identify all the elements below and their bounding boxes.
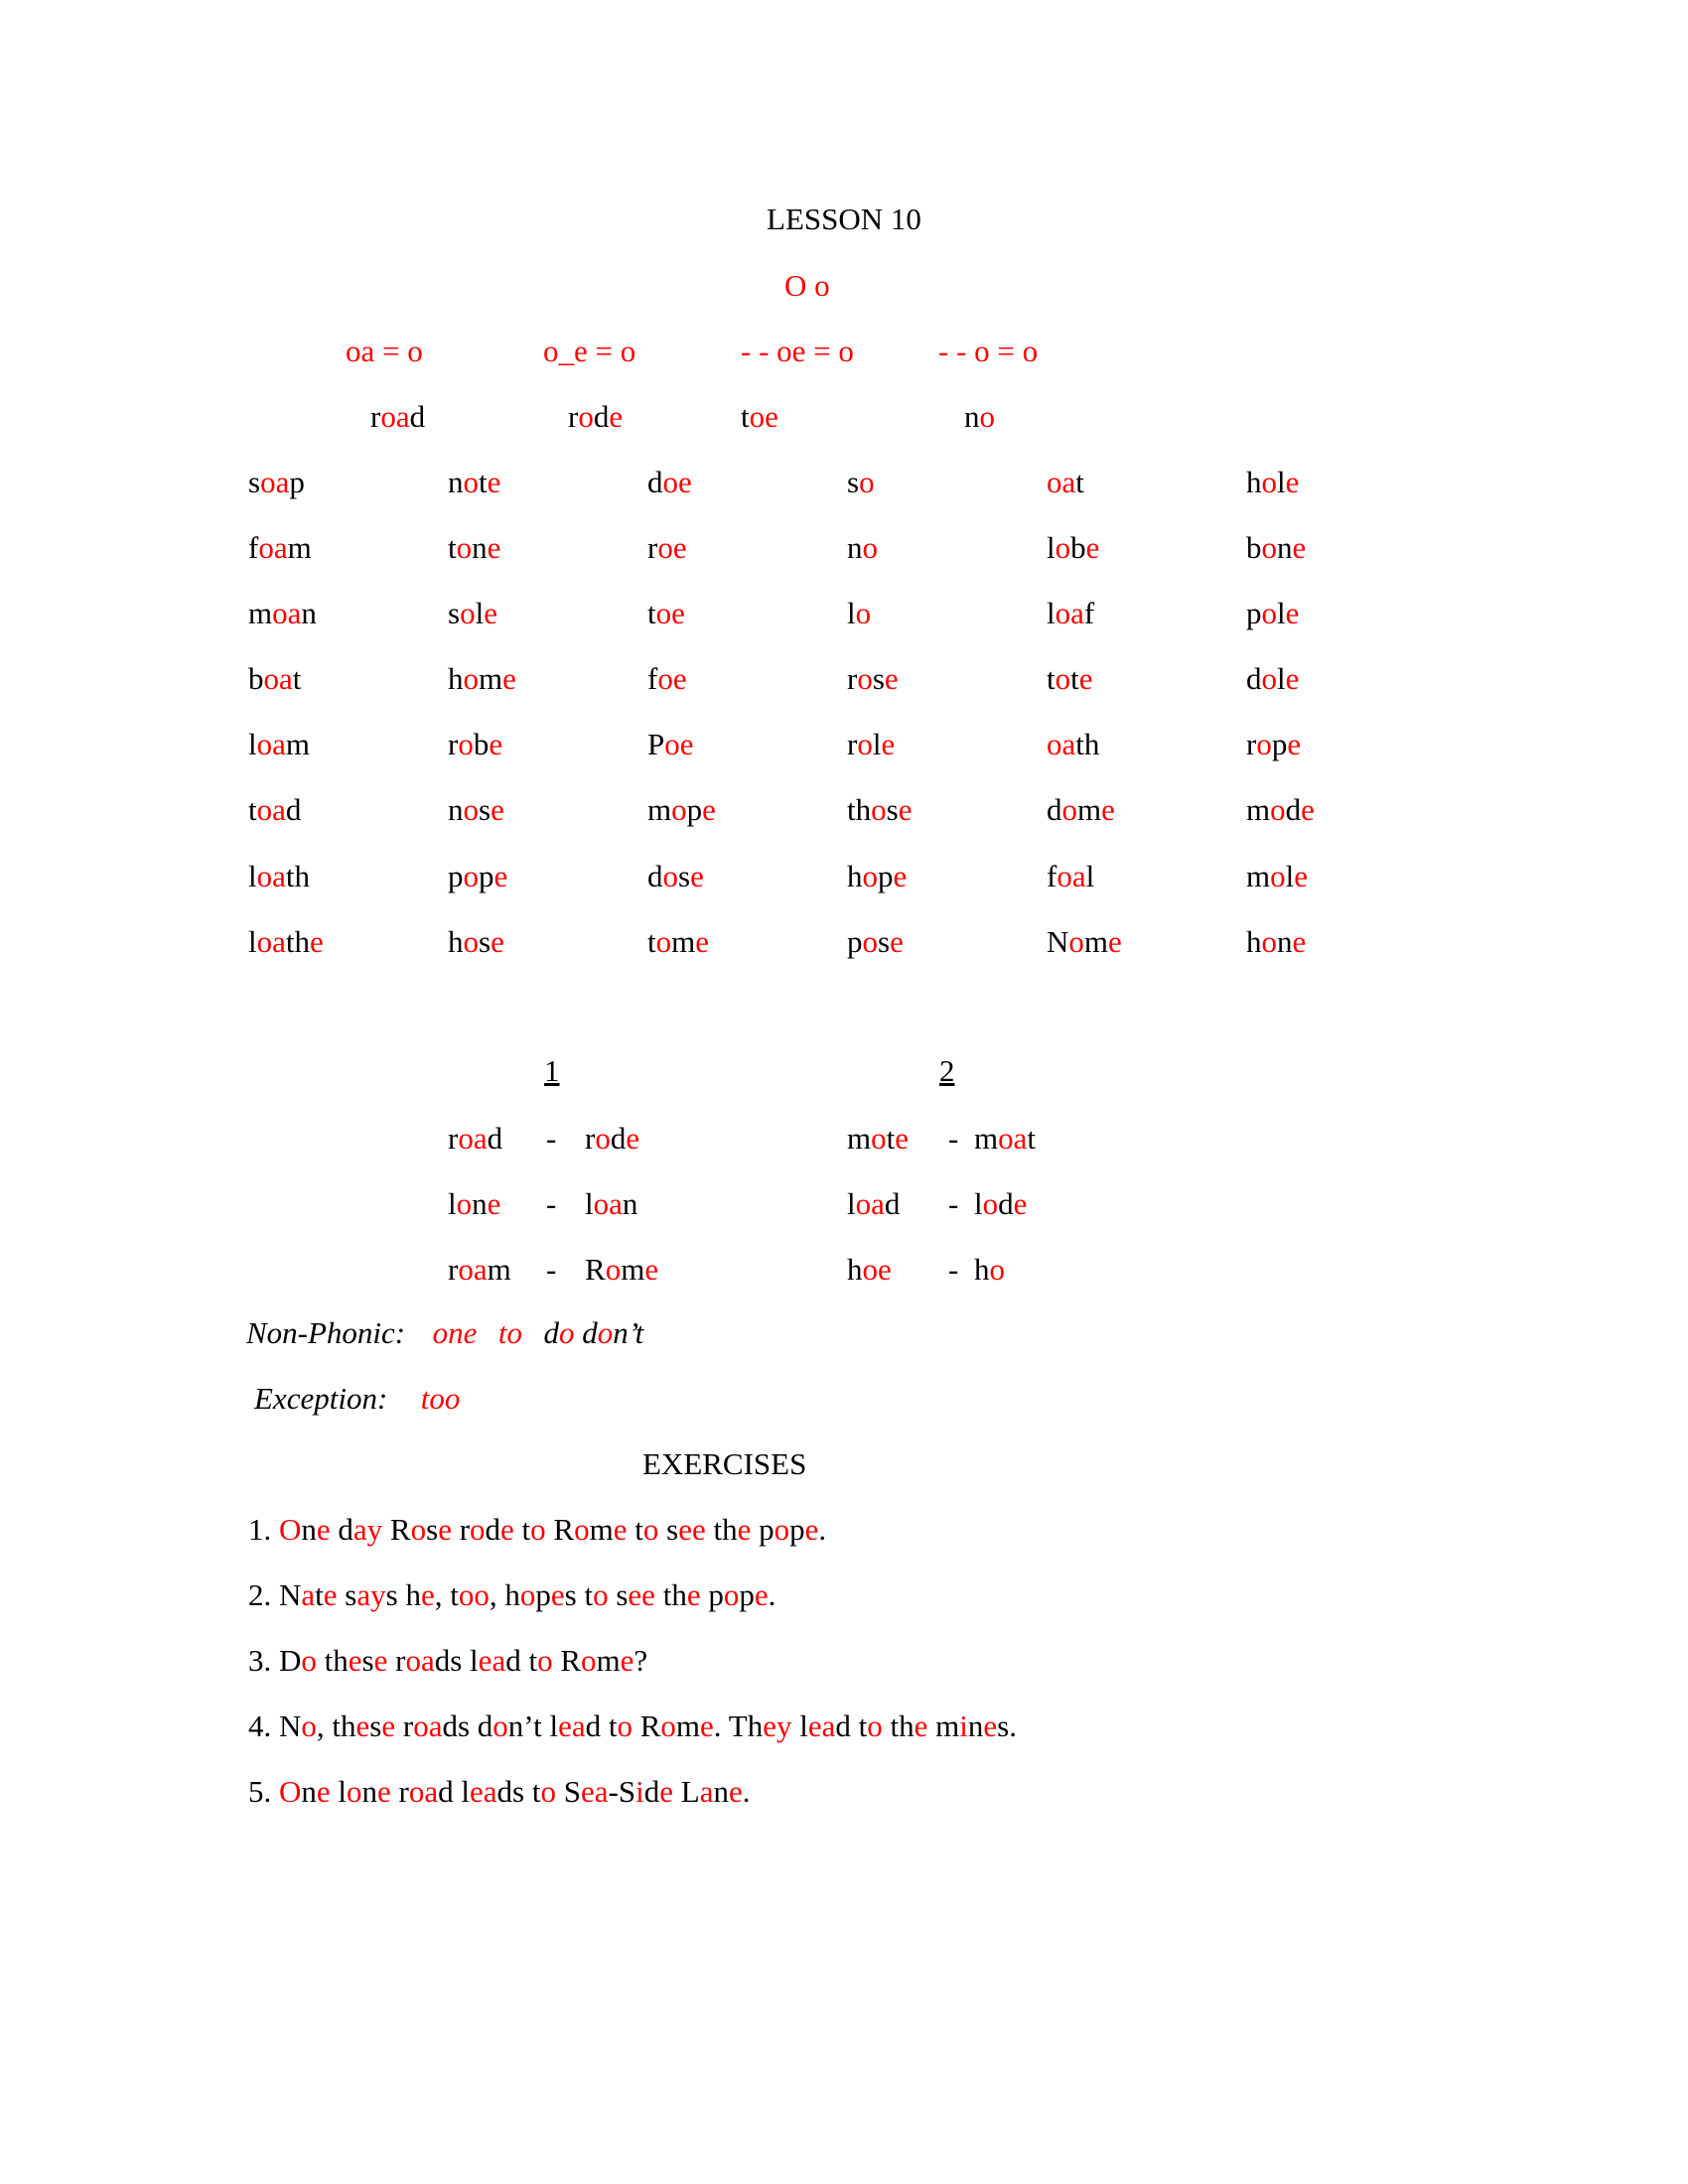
word-cell: pole xyxy=(1246,596,1300,630)
exception-word: too xyxy=(420,1381,461,1416)
word-cell: hone xyxy=(1246,924,1307,959)
pair-dash: - xyxy=(546,1121,557,1156)
word-cell: so xyxy=(847,465,875,499)
rule-o-pattern: - - o = o xyxy=(938,334,1039,368)
non-phonic-word: one xyxy=(432,1315,478,1350)
word-cell: mope xyxy=(647,792,716,827)
word-cell: Poe xyxy=(647,727,694,761)
pair-word: load xyxy=(847,1186,901,1221)
rule-example-toe xyxy=(741,401,778,432)
pair-word: lode xyxy=(974,1186,1028,1221)
word-cell: tone xyxy=(448,530,501,565)
word-cell: mole xyxy=(1246,859,1309,893)
pair-row xyxy=(847,1186,1105,1226)
word-grid-row xyxy=(0,598,1688,637)
word-grid-row xyxy=(0,532,1688,572)
word-cell: loam xyxy=(248,727,311,761)
pair-group-2-label: 2 xyxy=(939,1053,955,1088)
word-cell: rope xyxy=(1246,727,1302,761)
pair-row xyxy=(448,1121,706,1160)
word-cell: note xyxy=(448,465,501,499)
pair-word: roam xyxy=(448,1252,511,1287)
word-cell: foam xyxy=(248,530,312,565)
word-cell: those xyxy=(847,792,913,827)
pair-word: hoe xyxy=(847,1252,892,1287)
word-cell: roe xyxy=(647,530,687,565)
rule-example-rode-text: rode xyxy=(568,399,624,434)
word-grid-row xyxy=(0,861,1688,900)
pair-row xyxy=(448,1252,706,1292)
word-cell: role xyxy=(847,727,896,761)
pair-word: ho xyxy=(974,1252,1005,1287)
word-cell: lo xyxy=(847,596,872,630)
exception-line xyxy=(254,1383,460,1414)
pair-dash: - xyxy=(948,1252,959,1287)
word-cell: doe xyxy=(647,465,692,499)
word-cell: oat xyxy=(1047,465,1084,499)
word-cell: dole xyxy=(1246,661,1300,696)
pair-group-1-label: 1 xyxy=(544,1053,560,1088)
rule-example-no-text: no xyxy=(964,399,995,434)
pair-row xyxy=(847,1252,1105,1292)
non-phonic-line xyxy=(246,1317,643,1348)
pair-word: rode xyxy=(585,1121,640,1156)
word-cell: robe xyxy=(448,727,503,761)
word-cell: nose xyxy=(448,792,504,827)
word-grid-row xyxy=(0,729,1688,768)
word-grid-row xyxy=(0,467,1688,506)
rule-oe-pattern: - - oe = o xyxy=(741,334,854,368)
rule-o-e-pattern: o_e = o xyxy=(543,334,636,368)
word-cell: rose xyxy=(847,661,899,696)
word-cell: loath xyxy=(248,859,311,893)
rule-o xyxy=(938,336,1038,366)
word-cell: mode xyxy=(1246,792,1315,827)
word-cell: hope xyxy=(847,859,908,893)
non-phonic-word: to xyxy=(497,1315,523,1350)
non-phonic-word: don’t xyxy=(582,1315,644,1350)
pair-dash: - xyxy=(948,1121,959,1156)
exercise-item: 3. Do these roads lead to Rome? xyxy=(248,1643,648,1678)
word-cell: foal xyxy=(1047,859,1095,893)
exercise-item: 2. Nate says he, too, hopes to see the pope. xyxy=(248,1577,776,1612)
exercises-title: EXERCISES xyxy=(642,1446,807,1481)
rule-oa-pattern: oa = o xyxy=(346,334,423,368)
word-cell: foe xyxy=(647,661,687,696)
rule-o-e xyxy=(543,336,635,366)
word-cell: tome xyxy=(647,924,710,959)
lesson-title: LESSON 10 xyxy=(767,202,921,236)
word-cell: hole xyxy=(1246,465,1300,499)
word-cell: toad xyxy=(248,792,302,827)
word-cell: no xyxy=(847,530,878,565)
letter-heading-text: O o xyxy=(784,268,830,303)
non-phonic-word: do xyxy=(543,1315,575,1350)
word-cell: home xyxy=(448,661,516,696)
pair-dash: - xyxy=(546,1186,557,1221)
pair-word: moat xyxy=(974,1121,1037,1156)
word-cell: pope xyxy=(448,859,508,893)
word-cell: loathe xyxy=(248,924,324,959)
word-cell: toe xyxy=(647,596,685,630)
exception-label: Exception: xyxy=(254,1381,388,1416)
word-grid-row xyxy=(0,926,1688,966)
word-cell: soap xyxy=(248,465,305,499)
word-cell: dose xyxy=(647,859,704,893)
rule-example-road-text: road xyxy=(370,399,426,434)
rule-example-toe-text: toe xyxy=(741,399,778,434)
pair-word: Rome xyxy=(585,1252,659,1287)
word-cell: lobe xyxy=(1047,530,1100,565)
word-cell: tote xyxy=(1047,661,1093,696)
rule-example-rode xyxy=(568,401,623,432)
word-cell: moan xyxy=(248,596,317,630)
exercise-item: 5. One lone road leads to Sea-Side Lane. xyxy=(248,1774,751,1809)
rule-example-road xyxy=(370,401,425,432)
word-cell: bone xyxy=(1246,530,1307,565)
word-cell: sole xyxy=(448,596,497,630)
pair-row xyxy=(448,1186,706,1226)
pair-dash: - xyxy=(546,1252,557,1287)
pair-word: mote xyxy=(847,1121,910,1156)
pair-word: loan xyxy=(585,1186,638,1221)
word-cell: loaf xyxy=(1047,596,1095,630)
word-cell: dome xyxy=(1047,792,1115,827)
word-grid-row xyxy=(0,663,1688,703)
non-phonic-label: Non-Phonic: xyxy=(246,1315,406,1350)
word-grid-row xyxy=(0,794,1688,834)
letter-heading xyxy=(784,270,830,301)
exercise-item: 4. No, these roads don’t lead to Rome. They lead to the mines. xyxy=(248,1708,1017,1743)
pair-word: lone xyxy=(448,1186,501,1221)
pair-word: road xyxy=(448,1121,503,1156)
pair-dash: - xyxy=(948,1186,959,1221)
word-cell: boat xyxy=(248,661,302,696)
word-cell: oath xyxy=(1047,727,1100,761)
word-cell: Nome xyxy=(1047,924,1122,959)
rule-example-no xyxy=(964,401,995,432)
word-cell: hose xyxy=(448,924,504,959)
rule-oa xyxy=(346,336,423,366)
word-cell: pose xyxy=(847,924,904,959)
rule-oe xyxy=(741,336,854,366)
pair-row xyxy=(847,1121,1105,1160)
exercise-item: 1. One day Rose rode to Rome to see the pope. xyxy=(248,1512,827,1547)
